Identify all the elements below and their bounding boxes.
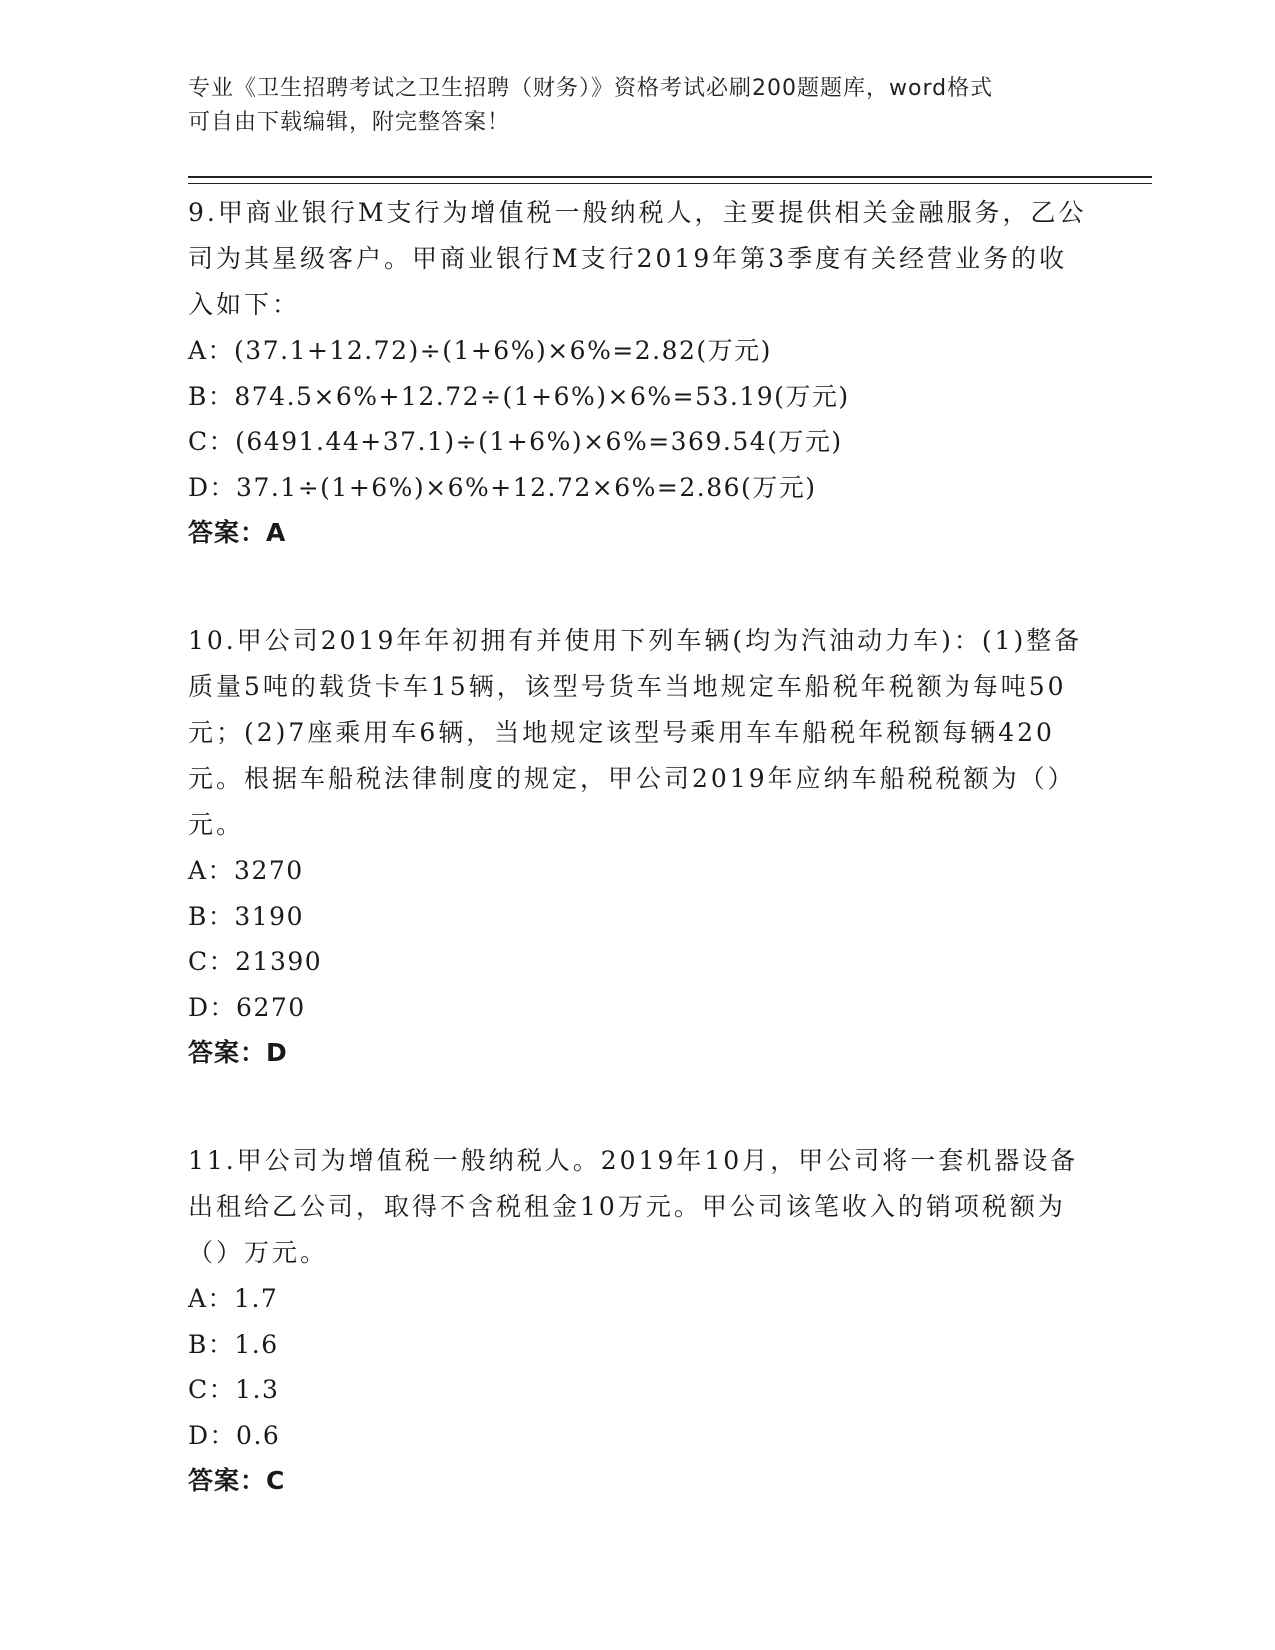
- question-11: [188, 1138, 1088, 1504]
- option-b: B：3190: [188, 901, 304, 931]
- option-d: D：0.6: [188, 1420, 281, 1450]
- question-stem: 11.甲公司为增值税一般纳税人。2019年10月，甲公司将一套机器设备出租给乙公司，取得不含税租金10万元。甲公司该笔收入的销项税额为（）万元。: [188, 1146, 1079, 1267]
- header-divider-thick: [188, 176, 1152, 178]
- option-c: C：21390: [188, 947, 323, 976]
- document-header: [188, 72, 1088, 140]
- answer-line: 答案：A: [188, 518, 287, 547]
- question-9: [188, 190, 1088, 556]
- option-a: A：3270: [188, 856, 304, 885]
- option-c: C：(6491.44+37.1)÷(1+6%)×6%=369.54(万元): [188, 427, 843, 456]
- header-line-2: 可自由下载编辑，附完整答案！: [188, 110, 511, 135]
- option-d: D：37.1÷(1+6%)×6%+12.72×6%=2.86(万元): [188, 472, 817, 502]
- question-stem: 9.甲商业银行M支行为增值税一般纳税人，主要提供相关金融服务，乙公司为其星级客户。甲商业银行M支行2019年第3季度有关经营业务的收入如下：: [188, 198, 1087, 319]
- header-line-1: 专业《卫生招聘考试之卫生招聘（财务）》资格考试必刷200题题库，word格式: [188, 76, 994, 101]
- option-b: B：1.6: [188, 1329, 279, 1359]
- question-list: [188, 190, 1088, 1566]
- option-c: C：1.3: [188, 1375, 280, 1404]
- option-d: D：6270: [188, 992, 306, 1022]
- option-a: A：(37.1+12.72)÷(1+6%)×6%=2.82(万元): [188, 336, 772, 365]
- answer-line: 答案：C: [188, 1466, 286, 1495]
- question-stem: 10.甲公司2019年年初拥有并使用下列车辆(均为汽油动力车)：(1)整备质量5吨的载货卡车15辆，该型号货车当地规定车船税年税额为每吨50元；(2)7座乘用车6辆，当地规定该型号乘用车车船税年税额每辆420元。根据车船税法律制度的规定，甲公司2019年应纳车船税税额为（）元。: [188, 626, 1083, 839]
- option-a: A：1.7: [188, 1284, 279, 1313]
- option-b: B：874.5×6%+12.72÷(1+6%)×6%=53.19(万元): [188, 381, 850, 411]
- question-10: [188, 618, 1088, 1076]
- answer-line: 答案：D: [188, 1038, 288, 1067]
- header-divider-thin: [188, 183, 1152, 184]
